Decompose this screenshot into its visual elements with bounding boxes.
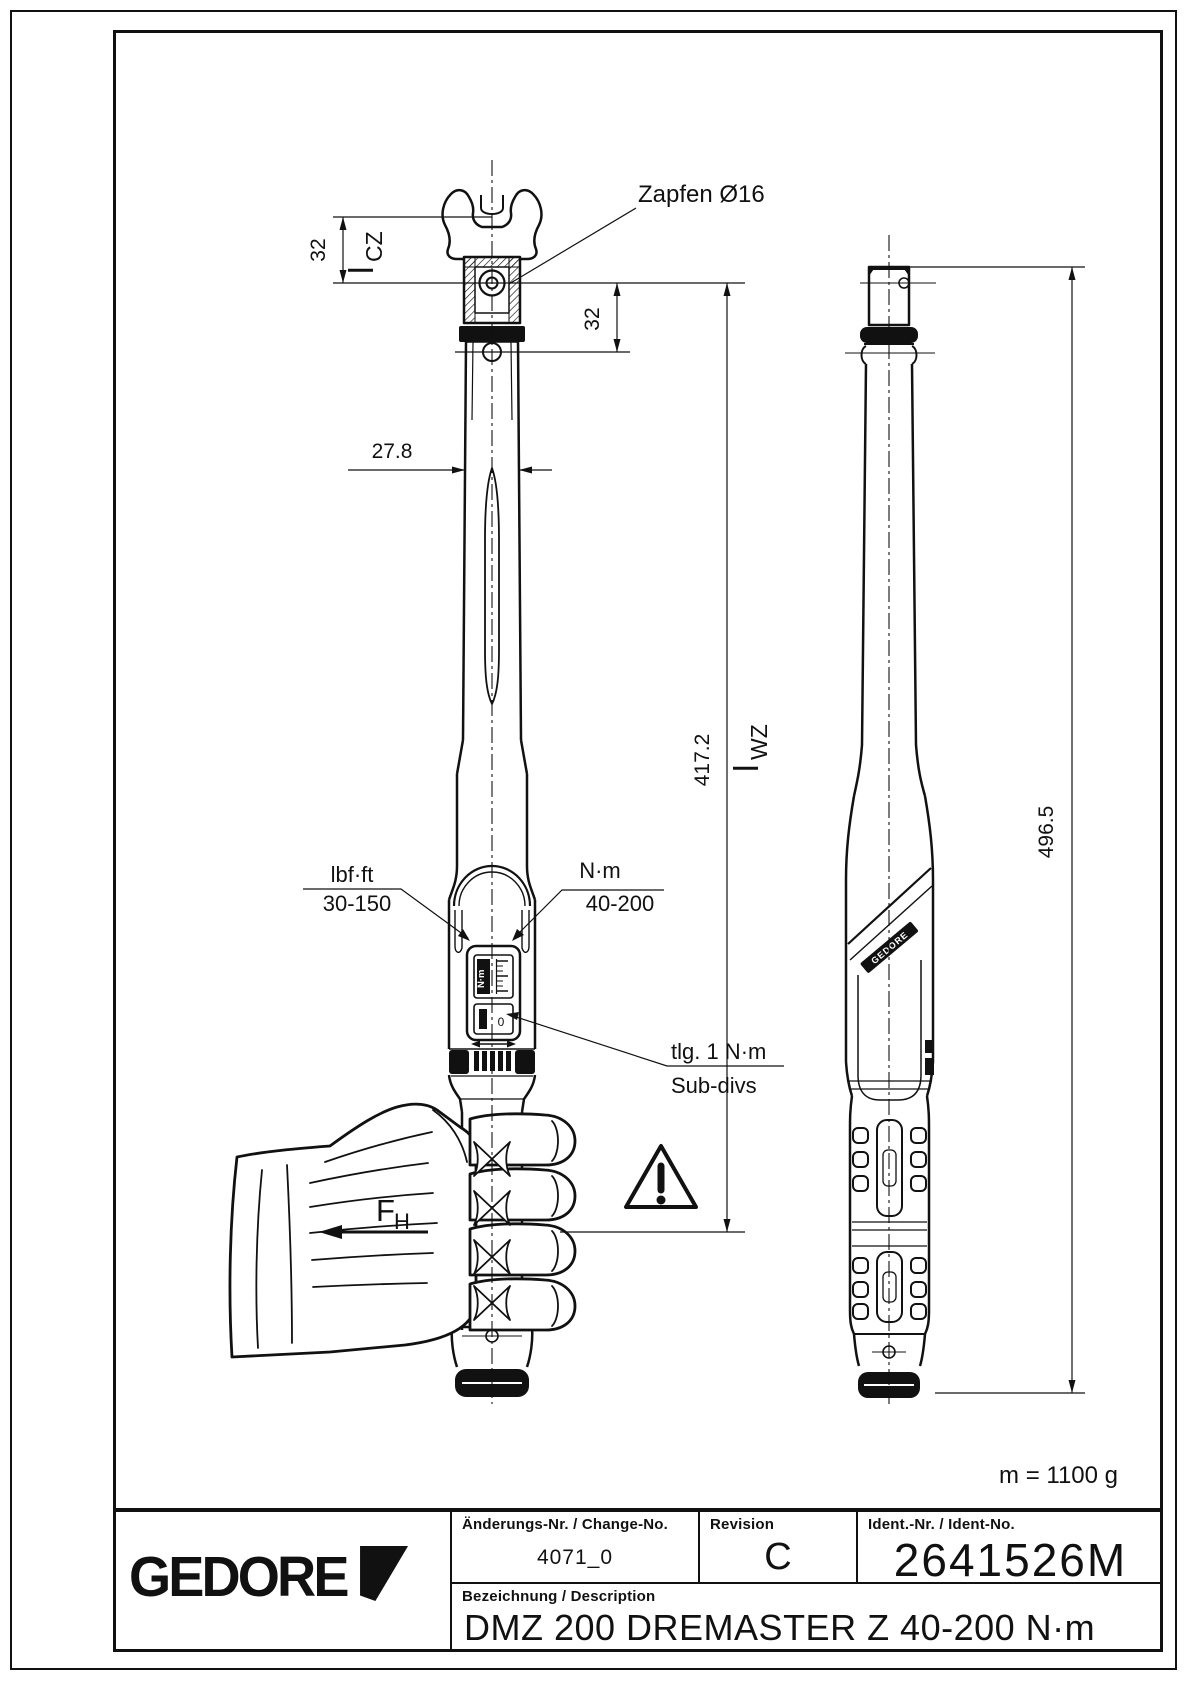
ident-number-cell <box>858 1512 1163 1584</box>
force-symbol: F <box>376 1193 395 1228</box>
nm-unit: N·m <box>579 858 621 883</box>
description-cell <box>452 1584 1163 1652</box>
dim-32-side-label: 32 <box>581 307 604 331</box>
change-number-value: 4071_0 <box>536 1545 614 1569</box>
dimension-overall-length <box>1035 267 1076 1393</box>
svg-text:l: l <box>343 266 381 274</box>
lbfft-range: 30-150 <box>322 891 392 916</box>
description-value: DMZ 200 DREMASTER Z 40-200 N·m <box>464 1607 1096 1648</box>
change-number-label: Änderungs-Nr. / Change-No. <box>462 1516 669 1533</box>
nm-range: 40-200 <box>585 891 655 916</box>
tube-right-edge <box>518 342 521 740</box>
gedore-logo-text: GEDORE <box>129 1545 347 1609</box>
revision-label: Revision <box>710 1516 775 1533</box>
tube-left-edge <box>463 342 466 740</box>
dim-4172-label: 417.2 <box>691 733 714 787</box>
title-block <box>113 1508 1163 1652</box>
revision-cell <box>700 1512 858 1584</box>
leader-zapfen <box>509 181 765 284</box>
mass-note: m = 1100 g <box>999 1462 1118 1489</box>
side-view <box>845 266 936 1398</box>
callout-lbfft-scale <box>303 862 470 941</box>
subdiv-zero: 0 <box>497 1015 505 1029</box>
logo-cell <box>113 1512 452 1652</box>
gedore-logo <box>129 1544 450 1610</box>
svg-text:CZ: CZ <box>361 231 387 262</box>
callout-subdivisions <box>506 1012 784 1098</box>
zapfen-label: Zapfen Ø16 <box>638 181 765 208</box>
lbfft-unit: lbf·ft <box>330 862 374 887</box>
scale-window-unit: N·m <box>476 969 487 988</box>
ident-number-value: 2641526M <box>893 1534 1128 1586</box>
ident-number-label: Ident.-Nr. / Ident-No. <box>868 1516 1015 1533</box>
force-subscript: H <box>394 1209 410 1234</box>
dim-278-label: 27.8 <box>371 440 413 463</box>
dimension-pin-hole <box>581 283 621 352</box>
dimension-lcz-symbol <box>343 231 387 274</box>
revision-value: C <box>764 1536 792 1578</box>
scale-bezel <box>467 946 520 1040</box>
dimension-lwz-symbol <box>728 724 772 772</box>
svg-text:WZ: WZ <box>746 724 772 760</box>
side-brand-badge: GEDORE <box>869 929 911 967</box>
dim-32-top-label: 32 <box>307 238 330 262</box>
subdiv-label-en: Sub-divs <box>671 1073 757 1098</box>
change-number-cell <box>452 1512 700 1584</box>
description-label: Bezeichnung / Description <box>462 1588 656 1605</box>
svg-text:l: l <box>728 764 766 772</box>
dimension-tube-width <box>348 440 552 474</box>
warning-triangle-icon <box>626 1146 696 1207</box>
dim-4965-label: 496.5 <box>1035 805 1058 859</box>
gedore-flag-icon <box>360 1546 408 1601</box>
subdiv-label-de: tlg. 1 N·m <box>671 1039 767 1064</box>
dimension-head-pin <box>307 217 347 283</box>
